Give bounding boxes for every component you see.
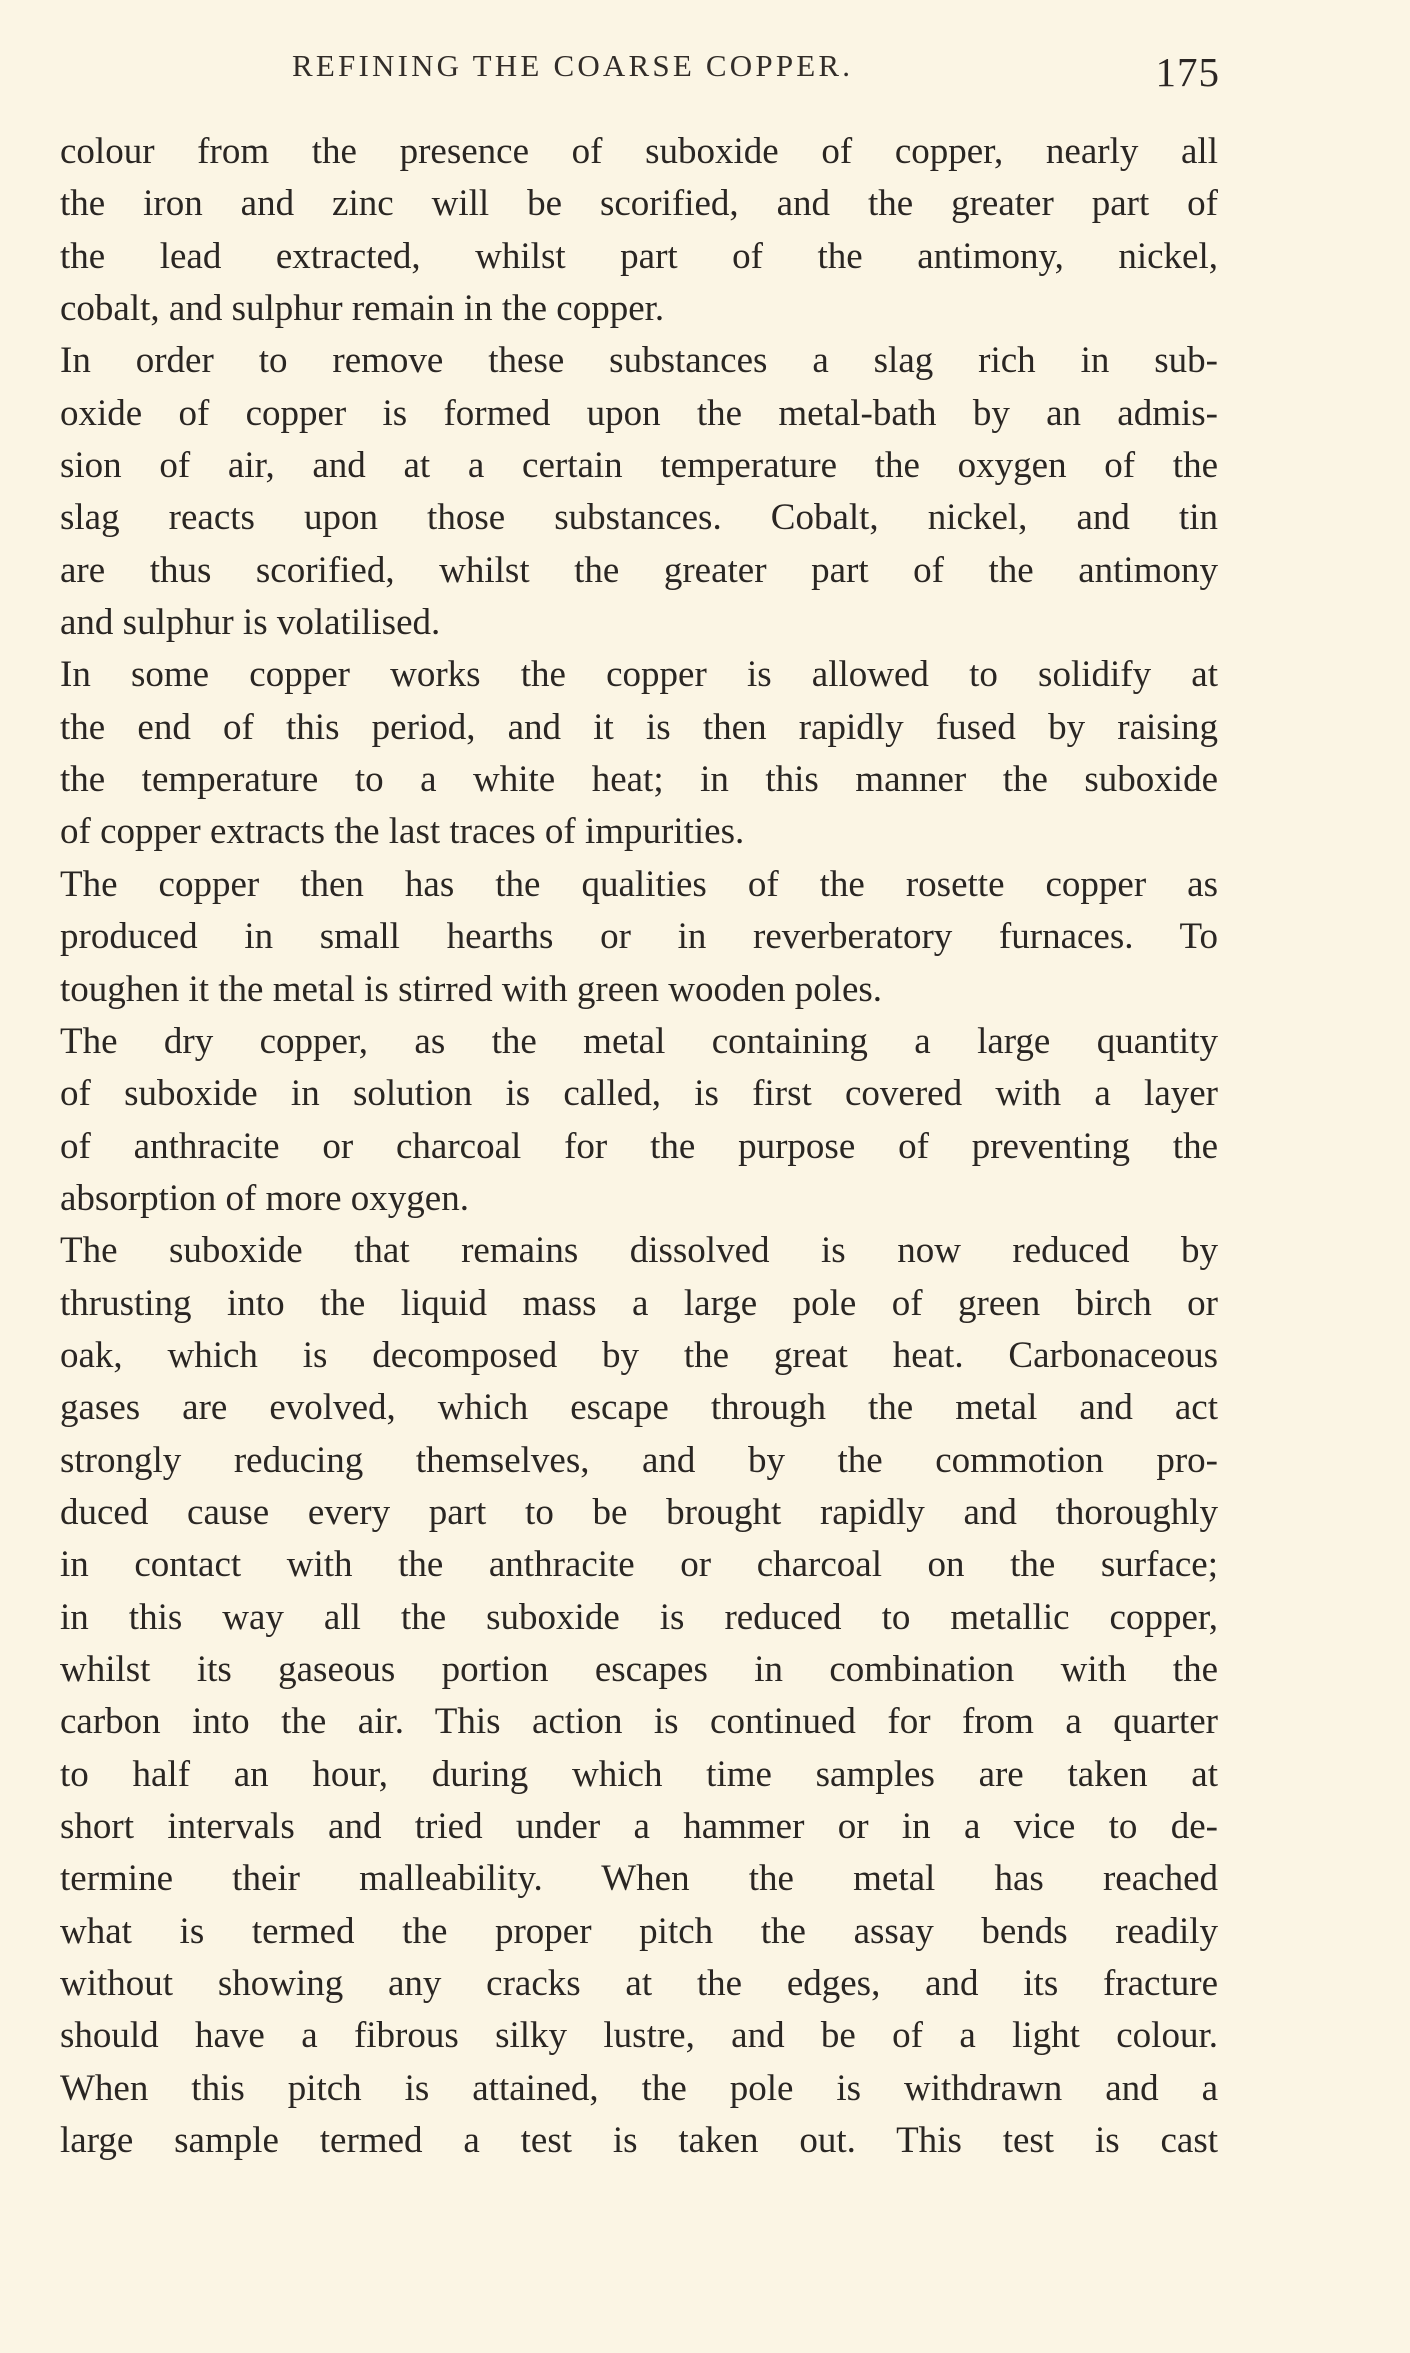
- paragraph-3: [60, 649, 1218, 858]
- text-line: should have a fibrous silky lustre, and be of a light colour.: [60, 2015, 1218, 2057]
- text-line: oxide of copper is formed upon the metal-bath by an admis-: [60, 392, 1218, 434]
- text-line: the end of this period, and it is then rapidly fused by raising: [60, 706, 1218, 748]
- text-line: In some copper works the copper is allowed to solidify at: [60, 654, 1218, 696]
- text-line: The dry copper, as the metal containing a large quantity: [60, 1020, 1218, 1062]
- text-line: oak, which is decomposed by the great heat. Carbonaceous: [60, 1334, 1218, 1376]
- text-line: of anthracite or charcoal for the purpose of preventing the: [60, 1125, 1218, 1167]
- paragraph-6: [60, 1225, 1218, 2167]
- text-line: colour from the presence of suboxide of copper, nearly all: [60, 131, 1218, 172]
- text-line: what is termed the proper pitch the assay bends readily: [60, 1910, 1218, 1952]
- text-line: large sample termed a test is taken out. This test is cast: [60, 2120, 1218, 2162]
- text-line: without showing any cracks at the edges, and its fracture: [60, 1963, 1218, 2005]
- text-line: duced cause every part to be brought rapidly and thoroughly: [60, 1491, 1218, 1533]
- text-line: toughen it the metal is stirred with green wooden poles.: [60, 968, 883, 1010]
- text-line: the temperature to a white heat; in this manner the suboxide: [60, 759, 1218, 801]
- text-line: slag reacts upon those substances. Cobalt, nickel, and tin: [60, 497, 1218, 539]
- paragraph-1: [60, 126, 1218, 335]
- text-line: in contact with the anthracite or charcoal on the surface;: [60, 1544, 1218, 1586]
- text-line: are thus scorified, whilst the greater part of the antimony: [60, 549, 1218, 591]
- text-line: produced in small hearths or in reverberatory furnaces. To: [60, 916, 1218, 958]
- text-line: The copper then has the qualities of the rosette copper as: [60, 863, 1218, 905]
- text-line: sion of air, and at a certain temperature the oxygen of the: [60, 445, 1218, 487]
- text-line: strongly reducing themselves, and by the commotion pro-: [60, 1439, 1218, 1481]
- text-line: When this pitch is attained, the pole is withdrawn and a: [60, 2067, 1218, 2109]
- text-line: whilst its gaseous portion escapes in combination with the: [60, 1648, 1218, 1690]
- paragraph-5: [60, 1016, 1218, 1225]
- text-line: short intervals and tried under a hammer or in a vice to de-: [60, 1806, 1218, 1847]
- text-line: thrusting into the liquid mass a large pole of green birch or: [60, 1282, 1218, 1324]
- text-line: to half an hour, during which time samples are taken at: [60, 1753, 1218, 1795]
- text-line: the iron and zinc will be scorified, and the greater part of: [60, 183, 1218, 225]
- text-line: cobalt, and sulphur remain in the copper.: [60, 288, 665, 330]
- page-number: 175: [1155, 49, 1220, 95]
- paragraph-4: [60, 859, 1218, 1016]
- text-line: and sulphur is volatilised.: [60, 602, 441, 644]
- text-line: in this way all the suboxide is reduced to metallic copper,: [60, 1596, 1218, 1638]
- text-line: carbon into the air. This action is continued for from a quarter: [60, 1701, 1218, 1743]
- text-line: the lead extracted, whilst part of the antimony, nickel,: [60, 235, 1218, 277]
- text-line: of copper extracts the last traces of impurities.: [60, 811, 745, 853]
- running-head-title: REFINING THE COARSE COPPER.: [292, 48, 854, 83]
- text-line: The suboxide that remains dissolved is now reduced by: [60, 1230, 1218, 1272]
- running-head: [60, 46, 1220, 106]
- paragraph-2: [60, 335, 1218, 649]
- text-line: In order to remove these substances a slag rich in sub-: [60, 340, 1218, 382]
- text-line: termine their malleability. When the metal has reached: [60, 1858, 1218, 1900]
- text-line: gases are evolved, which escape through the metal and act: [60, 1387, 1218, 1429]
- text-line: of suboxide in solution is called, is first covered with a layer: [60, 1073, 1218, 1115]
- text-line: absorption of more oxygen.: [60, 1177, 469, 1219]
- body-text: [60, 126, 1218, 2167]
